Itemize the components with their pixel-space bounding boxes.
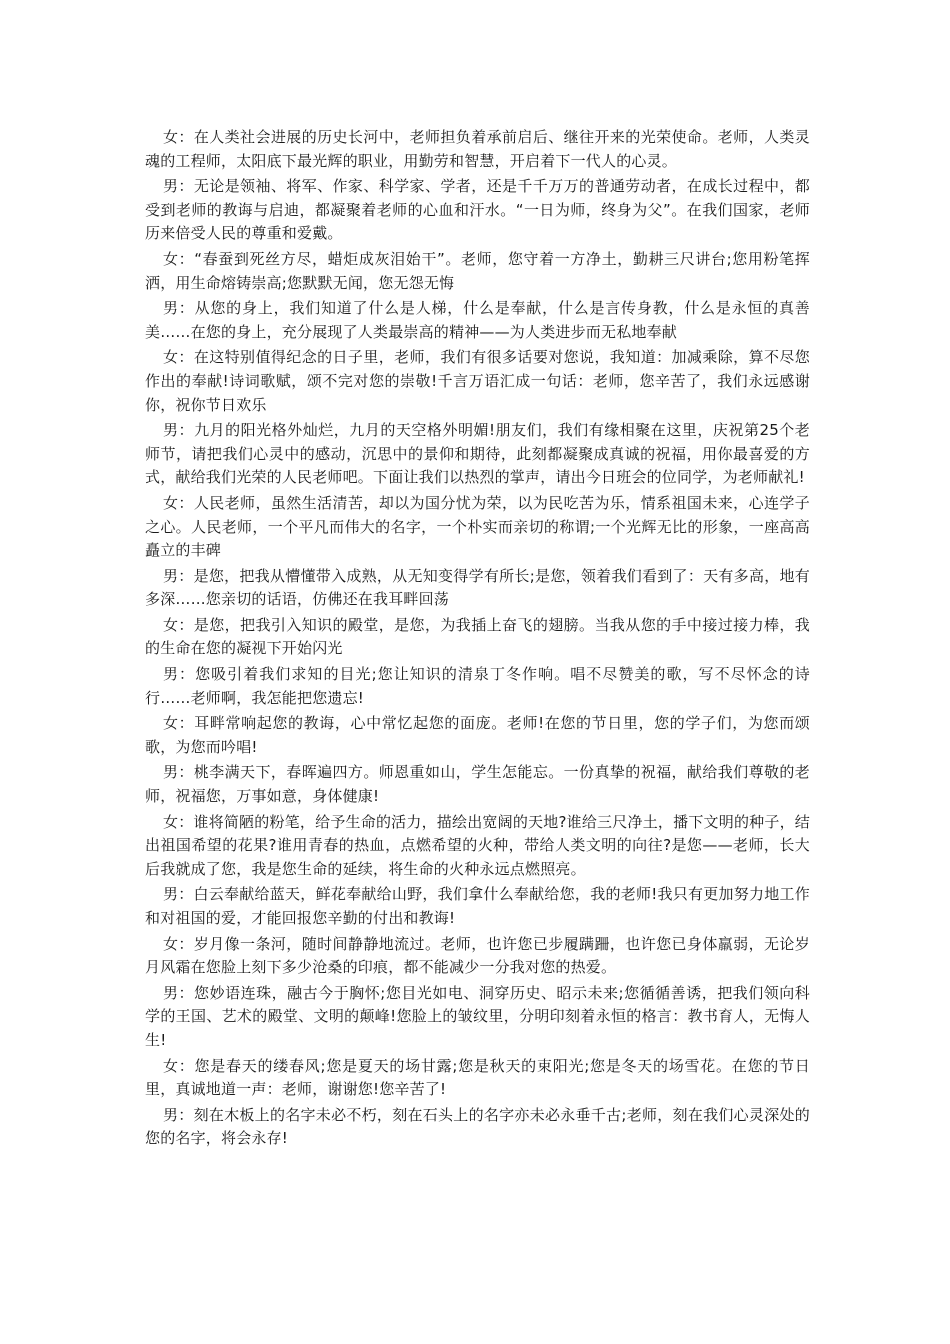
speaker-label: 男：	[163, 665, 196, 684]
speaker-label: 女：	[163, 128, 194, 146]
speaker-label: 男：	[163, 983, 195, 1002]
speaker-label: 女：	[163, 615, 194, 634]
paragraph-text: 人民老师，虽然生活清苦，却以为国分忧为荣，以为民吃苦为乐，情系祖国未来，心连学子之心。人民老师，一个平凡而伟大的名字，一个朴实而亲切的称谓;一个光辉无比的形象，一座高高矗立的丰碑	[145, 493, 810, 560]
paragraph-text: 谁将简陋的粉笔，给予生命的活力，描绘出宽阔的天地?谁给三尺净土，播下文明的种子，结出祖国希望的花果?谁用青春的热血，点燃希望的火种，带给人类文明的向往?是您——老师，长大后我就成了您，我是您生命的延续，将生命的火种永远点燃照亮。	[145, 812, 810, 878]
paragraph-text: 白云奉献给蓝天，鲜花奉献给山野，我们拿什么奉献给您，我的老师!我只有更加努力地工作和对祖国的爱，才能回报您辛勤的付出和教诲!	[145, 885, 810, 927]
paragraph-text: 您吸引着我们求知的目光;您让知识的清泉丁冬作响。唱不尽赞美的歌，写不尽怀念的诗行……老师啊，我怎能把您遗忘!	[145, 665, 810, 707]
paragraph-text: 是您，把我引入知识的殿堂，是您，为我插上奋飞的翅膀。当我从您的手中接过接力棒，我的生命在您的凝视下开始闪光	[145, 615, 810, 658]
dialogue-paragraph	[145, 175, 810, 246]
dialogue-paragraph	[145, 811, 810, 882]
speaker-label: 女：	[163, 493, 194, 512]
dialogue-paragraph	[145, 492, 810, 563]
paragraph-text: “春蚕到死丝方尽，蜡炬成灰泪始干”。老师，您守着一方净土，勤耕三尺讲台;您用粉笔挥洒，用生命熔铸崇高;您默默无闻，您无怨无悔	[145, 249, 810, 292]
speaker-label: 女：	[163, 934, 194, 953]
speaker-label: 女：	[163, 1056, 195, 1075]
document-body	[145, 126, 810, 1153]
speaker-label: 女：	[163, 249, 195, 268]
paragraph-text: 在这特别值得纪念的日子里，老师，我们有很多话要对您说，我知道：加减乘除，算不尽您作出的奉献!诗词歌赋，颂不完对您的崇敬!千言万语汇成一句话：老师，您辛苦了，我们永远感谢你，祝你节日欢乐	[145, 348, 810, 414]
paragraph-text: 岁月像一条河，随时间静静地流过。老师，也许您已步履蹒跚，也许您已身体羸弱，无论岁月风霜在您脸上刻下多少沧桑的印痕，都不能减少一分我对您的热爱。	[145, 934, 810, 977]
speaker-label: 男：	[163, 566, 194, 585]
dialogue-paragraph	[145, 419, 810, 490]
dialogue-paragraph	[145, 712, 810, 759]
dialogue-paragraph	[145, 982, 810, 1053]
dialogue-paragraph	[145, 933, 810, 980]
paragraph-text: 耳畔常响起您的教诲，心中常忆起您的面庞。老师!在您的节日里，您的学子们，为您而颂歌，为您而吟唱!	[145, 714, 810, 756]
paragraph-text: 您妙语连珠，融古今于胸怀;您目光如电、洞穿历史、昭示未来;您循循善诱，把我们领向科学的王国、艺术的殿堂、文明的颠峰!您脸上的皱纹里，分明印刻着永恒的格言：教书育人，无悔人生!	[145, 983, 811, 1049]
paragraph-text: 无论是领袖、将军、作家、科学家、学者，还是千千万万的普通劳动者，在成长过程中，都受到老师的教诲与启迪，都凝聚着老师的心血和汗水。“一日为师，终身为父”。在我们国家，老师历来倍受人民的尊重和爱戴。	[145, 177, 810, 243]
dialogue-paragraph	[145, 761, 810, 808]
speaker-label: 男：	[163, 299, 195, 318]
speaker-label: 男：	[163, 421, 195, 440]
dialogue-paragraph	[145, 297, 810, 344]
dialogue-paragraph	[145, 1055, 810, 1102]
paragraph-text: 从您的身上，我们知道了什么是人梯，什么是奉献，什么是言传身教，什么是永恒的真善美……在您的身上，充分展现了人类最崇高的精神——为人类进步而无私地奉献	[145, 299, 810, 341]
paragraph-text: 是您，把我从懵懂带入成熟，从无知变得学有所长;是您，领着我们看到了：天有多高，地有多深……您亲切的话语，仿佛还在我耳畔回荡	[145, 566, 810, 609]
speaker-label: 女：	[163, 714, 195, 733]
dialogue-paragraph	[145, 346, 810, 417]
dialogue-paragraph	[145, 1104, 810, 1151]
speaker-label: 男：	[163, 1105, 194, 1124]
paragraph-text: 刻在木板上的名字未必不朽，刻在石头上的名字亦未必永垂千古;老师，刻在我们心灵深处的您的名字，将会永存!	[145, 1105, 810, 1148]
paragraph-text: 九月的阳光格外灿烂，九月的天空格外明媚!朋友们，我们有缘相聚在这里，庆祝第25个老师节，请把我们心灵中的感动，沉思中的景仰和期待，此刻都凝聚成真诚的祝福，用你最喜爱的方式，献给我们光荣的人民老师吧。下面让我们以热烈的掌声，请出今日班会的位同学，为老师献礼!	[145, 421, 810, 487]
dialogue-paragraph	[145, 663, 810, 710]
paragraph-text: 在人类社会进展的历史长河中，老师担负着承前启后、继往开来的光荣使命。老师，人类灵魂的工程师，太阳底下最光辉的职业，用勤劳和智慧，开启着下一代人的心灵。	[145, 128, 810, 170]
dialogue-paragraph	[145, 565, 810, 612]
speaker-label: 男：	[163, 763, 194, 782]
speaker-label: 女：	[163, 348, 194, 367]
paragraph-text: 桃李满天下，春晖遍四方。师恩重如山，学生怎能忘。一份真挚的祝福，献给我们尊敬的老师，祝福您，万事如意，身体健康!	[145, 763, 810, 806]
speaker-label: 男：	[163, 885, 194, 904]
speaker-label: 男：	[163, 177, 194, 196]
dialogue-paragraph	[145, 614, 810, 661]
dialogue-paragraph	[145, 248, 810, 295]
paragraph-text: 您是春天的缕春风;您是夏天的场甘露;您是秋天的束阳光;您是冬天的场雪花。在您的节日里，真诚地道一声：老师，谢谢您!您辛苦了!	[145, 1056, 810, 1099]
dialogue-paragraph	[145, 883, 810, 930]
speaker-label: 女：	[163, 812, 194, 831]
dialogue-paragraph	[145, 126, 810, 173]
